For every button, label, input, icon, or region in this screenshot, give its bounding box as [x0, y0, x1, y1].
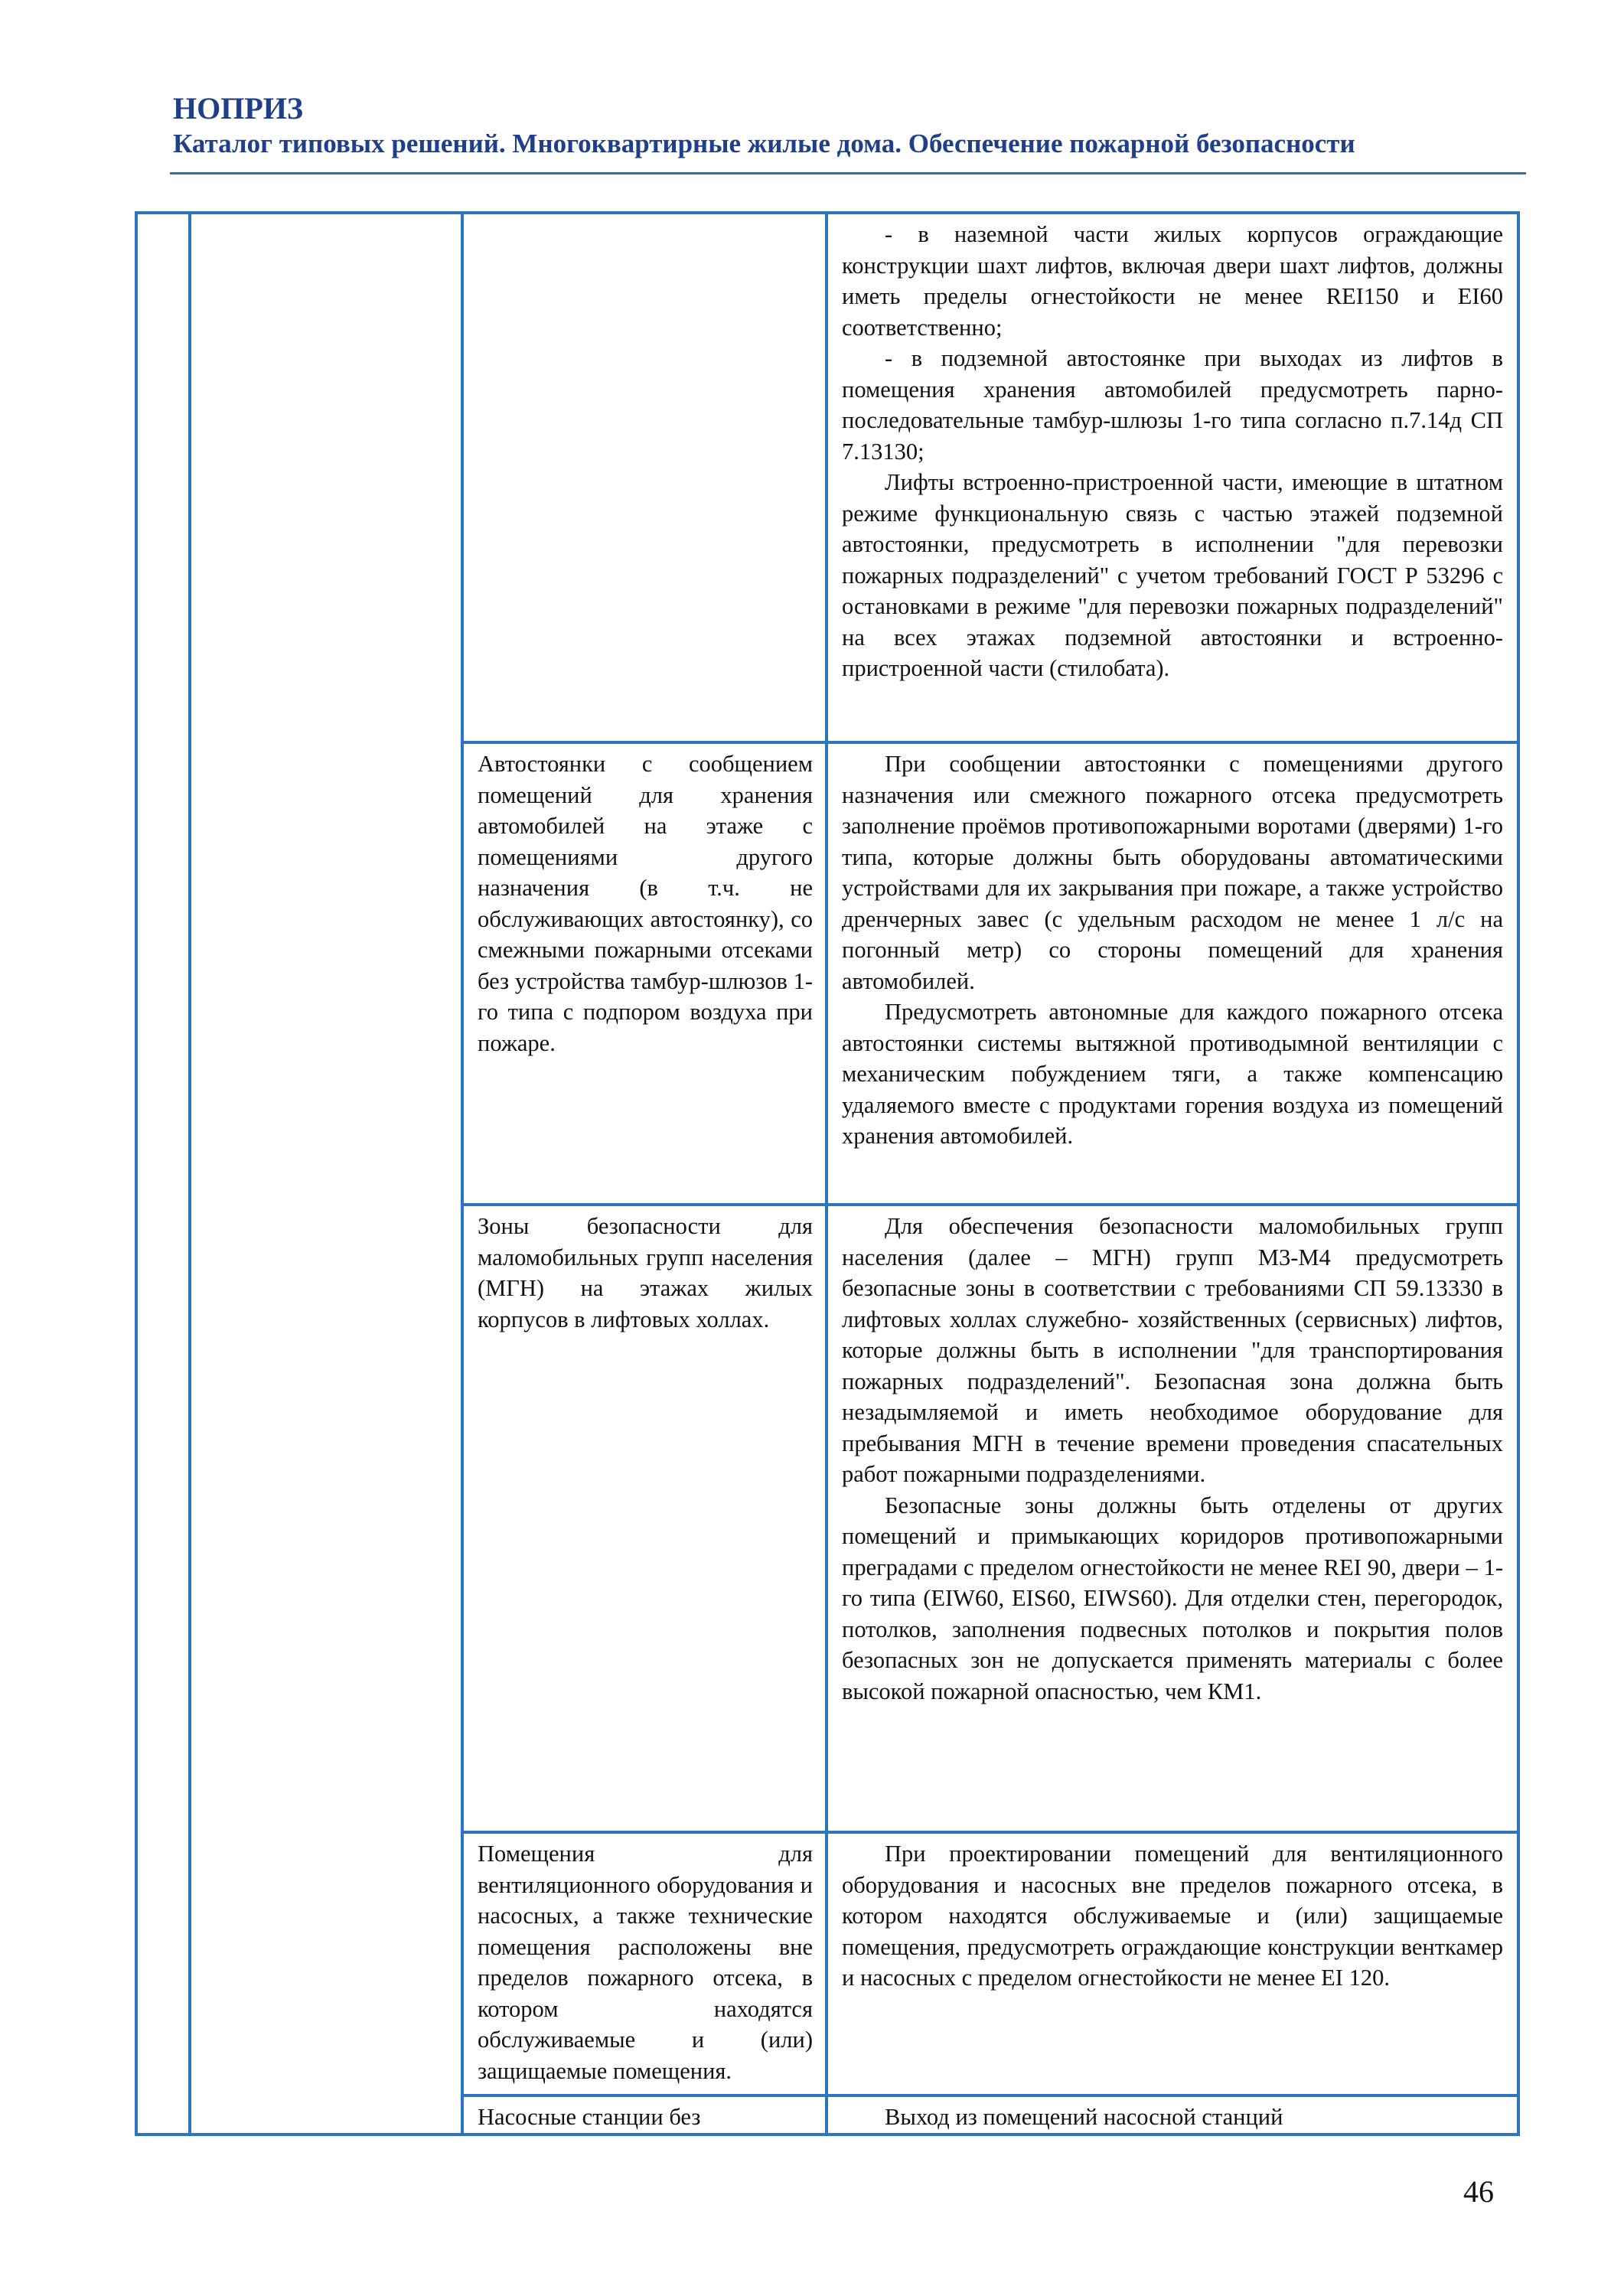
condition-cell [462, 213, 827, 742]
condition-cell: Помещения для вентиляционного оборудования и насосных, а также технические помещения расположены вне пределов пожарного отсека, в котором находятся обслуживаемые и (или) защищаемые помещения. [462, 1832, 827, 2095]
number-column-cell [136, 213, 190, 2135]
solution-paragraph: При проектировании помещений для вентиляционного оборудования и насосных вне пределов пожарного отсека, в котором находятся обслуживаемые и (или) защищаемые помещения, предусмотреть ограждающие конструкции венткамер и насосных с пределом огнестойкости не менее EI 120. [842, 1841, 1503, 1991]
solution-cell [827, 742, 1518, 1205]
page-header [173, 90, 1525, 161]
solution-paragraph: - в подземной автостоянке при выходах из лифтов в помещения хранения автомобилей предусмотреть парно-последовательные тамбур-шлюзы 1-го типа согласно п.7.14д СП 7.13130; [842, 345, 1503, 465]
solution-cell [827, 1205, 1518, 1832]
table-row [136, 213, 1518, 742]
solution-cell [827, 1832, 1518, 2095]
solution-cell [827, 213, 1518, 742]
solution-paragraph: Безопасные зоны должны быть отделены от других помещений и примыкающих коридоров противопожарными преградами с пределом огнестойкости не менее REI 90, двери – 1-го типа (EIW60, EIS60, EIWS60). Для отделки стен, перегородок, потолков, заполнения подвесных потолков и покрытия полов безопасных зон не допускается применять материалы с более высокой пожарной опасностью, чем КМ1. [842, 1492, 1503, 1704]
requirements-table [135, 211, 1520, 2136]
solution-paragraph: Выход из помещений насосной станций [885, 2104, 1283, 2130]
header-divider [170, 172, 1526, 174]
condition-cell: Зоны безопасности для маломобильных групп населения (МГН) на этажах жилых корпусов в лифтовых холлах. [462, 1205, 827, 1832]
solution-paragraph: Предусмотреть автономные для каждого пожарного отсека автостоянки системы вытяжной противодымной вентиляции с механическим побуждением тяги, а также компенсацию удаляемого вместе с продуктами горения воздуха из помещений хранения автомобилей. [842, 999, 1503, 1149]
page-number: 46 [1463, 2174, 1494, 2209]
organization-name: НОПРИЗ [173, 91, 303, 126]
condition-cell: Насосные станции без [462, 2095, 827, 2135]
solution-paragraph: Лифты встроенно-пристроенной части, имеющие в штатном режиме функциональную связь с частью этажей подземной автостоянки, предусмотреть в исполнении "для перевозки пожарных подразделений" с учетом требований ГОСТ Р 53296 с остановками в режиме "для перевозки пожарных подразделений" на всех этажах подземной автостоянки и встроенно-пристроенной части (стилобата). [842, 469, 1503, 681]
solution-paragraph: Для обеспечения безопасности маломобильных групп населения (далее – МГН) групп М3-М4 предусмотреть безопасные зоны в соответствии с требованиями СП 59.13330 в лифтовых холлах служебно- хозяйственных (сервисных) лифтов, которые должны быть в исполнении "для транспортирования пожарных подразделений". Безопасная зона должна быть незадымляемой и иметь необходимое оборудование для пребывания МГН в течение времени проведения спасательных работ пожарными подразделениями. [842, 1213, 1503, 1487]
condition-cell: Автостоянки с сообщением помещений для хранения автомобилей на этаже с помещениями другого назначения (в т.ч. не обслуживающих автостоянку), со смежными пожарными отсеками без устройства тамбур-шлюзов 1-го типа с подпором воздуха при пожаре. [462, 742, 827, 1205]
solution-paragraph: - в наземной части жилых корпусов ограждающие конструкции шахт лифтов, включая двери шахт лифтов, должны иметь пределы огнестойкости не менее REI150 и EI60 соответственно; [842, 221, 1503, 341]
category-column-cell [190, 213, 462, 2135]
solution-cell [827, 2095, 1518, 2135]
catalog-title: Каталог типовых решений. Многоквартирные жилые дома. Обеспечение пожарной безопасности [173, 129, 1355, 158]
solution-paragraph: При сообщении автостоянки с помещениями другого назначения или смежного пожарного отсека предусмотреть заполнение проёмов противопожарными воротами (дверями) 1-го типа, которые должны быть оборудованы автоматическими устройствами для их закрывания при пожаре, а также устройство дренчерных завес (с удельным расходом не менее 1 л/с на погонный метр) со стороны помещений для хранения автомобилей. [842, 751, 1503, 994]
